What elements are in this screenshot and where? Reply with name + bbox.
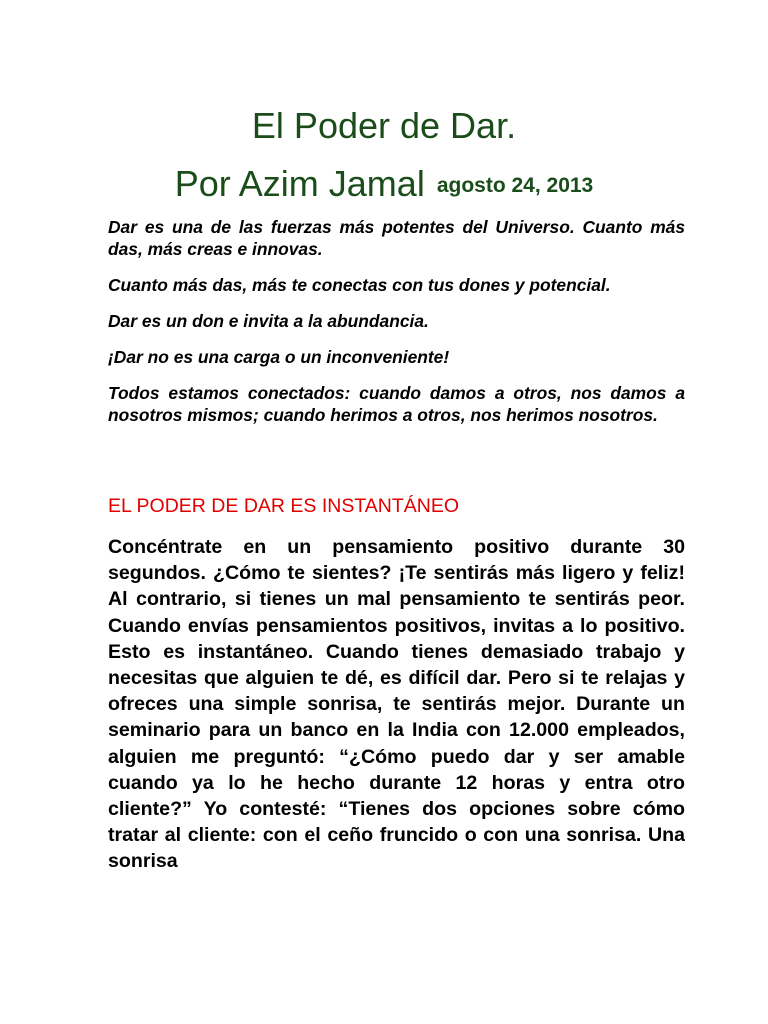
publish-date: agosto 24, 2013 [436,174,594,197]
section-heading: EL PODER DE DAR ES INSTANTÁNEO [108,495,460,517]
intro-paragraph: ¡Dar no es una carga o un inconveniente! [108,347,450,367]
byline [0,160,768,208]
section-body: Concéntrate en un pensamiento positivo durante 30 segundos. ¿Cómo te sientes? ¡Te sentirás más ligero y feliz! Al contrario, si tienes un mal pensamiento te sentirás peor. Cuando envías pensamientos positivos, invitas a lo positivo. Esto es instantáneo. Cuando tienes demasiado trabajo y necesitas que alguien te dé, es difícil dar. Pero si te relajas y ofreces una simple sonrisa, te sentirás mejor. Durante un seminario para un banco en la India con 12.000 empleados, alguien me preguntó: “¿Cómo puedo dar y ser amable cuando ya lo he hecho durante 12 horas y entra otro cliente?” Yo contesté: “Tienes dos opciones sobre cómo tratar al cliente: con el ceño fruncido o con una sonrisa. Una sonrisa [108,536,685,873]
intro-block [108,216,685,440]
author-name: Por Azim Jamal [174,163,425,204]
intro-paragraph: Dar es un don e invita a la abundancia. [108,311,429,331]
intro-paragraph: Todos estamos conectados: cuando damos a otros, nos damos a nosotros mismos; cuando herimos a otros, nos herimos nosotros. [108,383,685,425]
intro-paragraph: Dar es una de las fuerzas más potentes del Universo. Cuanto más das, más creas e innovas. [108,217,685,259]
document-title: El Poder de Dar. [251,105,517,146]
intro-paragraph: Cuanto más das, más te conectas con tus dones y potencial. [108,275,611,295]
